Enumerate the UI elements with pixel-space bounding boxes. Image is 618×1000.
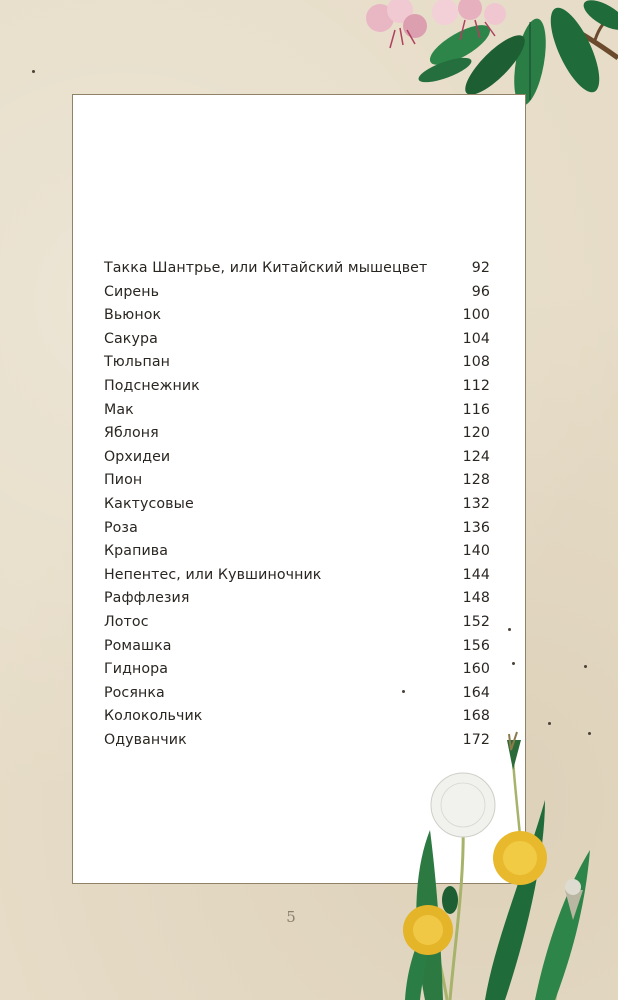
toc-title: Одуванчик <box>104 731 187 748</box>
speck <box>584 665 587 668</box>
toc-title: Ромашка <box>104 637 172 654</box>
toc-title: Раффлезия <box>104 590 190 607</box>
toc-entry[interactable] <box>104 567 490 591</box>
toc-title: Подснежник <box>104 377 200 394</box>
toc-entry[interactable] <box>104 661 490 685</box>
toc-page: 160 <box>462 661 490 678</box>
toc-entry[interactable] <box>104 685 490 709</box>
speck <box>512 662 515 665</box>
toc-page: 164 <box>462 684 490 701</box>
toc-page: 108 <box>462 354 490 371</box>
toc-page: 148 <box>462 590 490 607</box>
toc-title: Орхидеи <box>104 448 171 465</box>
table-of-contents <box>104 260 490 755</box>
toc-page: 152 <box>462 613 490 630</box>
toc-entry[interactable] <box>104 472 490 496</box>
toc-title: Мак <box>104 401 134 418</box>
toc-title: Вьюнок <box>104 307 162 324</box>
toc-entry[interactable] <box>104 496 490 520</box>
toc-page: 116 <box>462 401 490 418</box>
toc-title: Такка Шантрье, или Китайский мышецвет <box>104 260 428 276</box>
dandelion-illustration <box>395 720 618 1000</box>
toc-page: 144 <box>462 566 490 583</box>
speck <box>32 70 35 73</box>
toc-title: Сирень <box>104 283 160 300</box>
toc-entry[interactable] <box>104 402 490 426</box>
toc-entry[interactable] <box>104 614 490 638</box>
toc-page: 120 <box>462 425 490 442</box>
toc-title: Сакура <box>104 330 158 347</box>
toc-page: 140 <box>462 543 490 560</box>
toc-page: 124 <box>462 448 490 465</box>
toc-entry[interactable] <box>104 590 490 614</box>
toc-page: 96 <box>471 283 490 300</box>
page-number: 5 <box>286 908 296 926</box>
toc-entry[interactable] <box>104 638 490 662</box>
toc-entry[interactable] <box>104 425 490 449</box>
toc-title: Яблоня <box>104 425 159 442</box>
toc-page: 172 <box>462 731 490 748</box>
toc-title: Лотос <box>104 613 149 630</box>
toc-entry[interactable] <box>104 331 490 355</box>
toc-title: Росянка <box>104 684 165 701</box>
toc-page: 168 <box>462 708 490 725</box>
toc-entry[interactable] <box>104 284 490 308</box>
toc-page: 104 <box>462 330 490 347</box>
toc-title: Крапива <box>104 543 169 560</box>
toc-entry[interactable] <box>104 449 490 473</box>
speck <box>548 722 551 725</box>
toc-page: 128 <box>462 472 490 489</box>
toc-entry[interactable] <box>104 307 490 331</box>
toc-entry[interactable] <box>104 260 490 284</box>
toc-title: Тюльпан <box>104 354 170 371</box>
speck <box>402 690 405 693</box>
toc-entry[interactable] <box>104 543 490 567</box>
toc-title: Пион <box>104 472 143 489</box>
toc-entry[interactable] <box>104 520 490 544</box>
toc-title: Кактусовые <box>104 495 194 512</box>
toc-title: Непентес, или Кувшиночник <box>104 566 322 583</box>
toc-page: 136 <box>462 519 490 536</box>
toc-title: Гиднора <box>104 661 169 678</box>
toc-page: 100 <box>462 307 490 324</box>
toc-entry[interactable] <box>104 378 490 402</box>
toc-title: Колокольчик <box>104 708 203 725</box>
toc-page: 156 <box>462 637 490 654</box>
speck <box>588 732 591 735</box>
toc-title: Роза <box>104 519 138 536</box>
toc-page: 132 <box>462 495 490 512</box>
toc-page: 112 <box>462 377 490 394</box>
toc-page: 92 <box>471 260 490 276</box>
toc-entry[interactable] <box>104 354 490 378</box>
speck <box>508 628 511 631</box>
